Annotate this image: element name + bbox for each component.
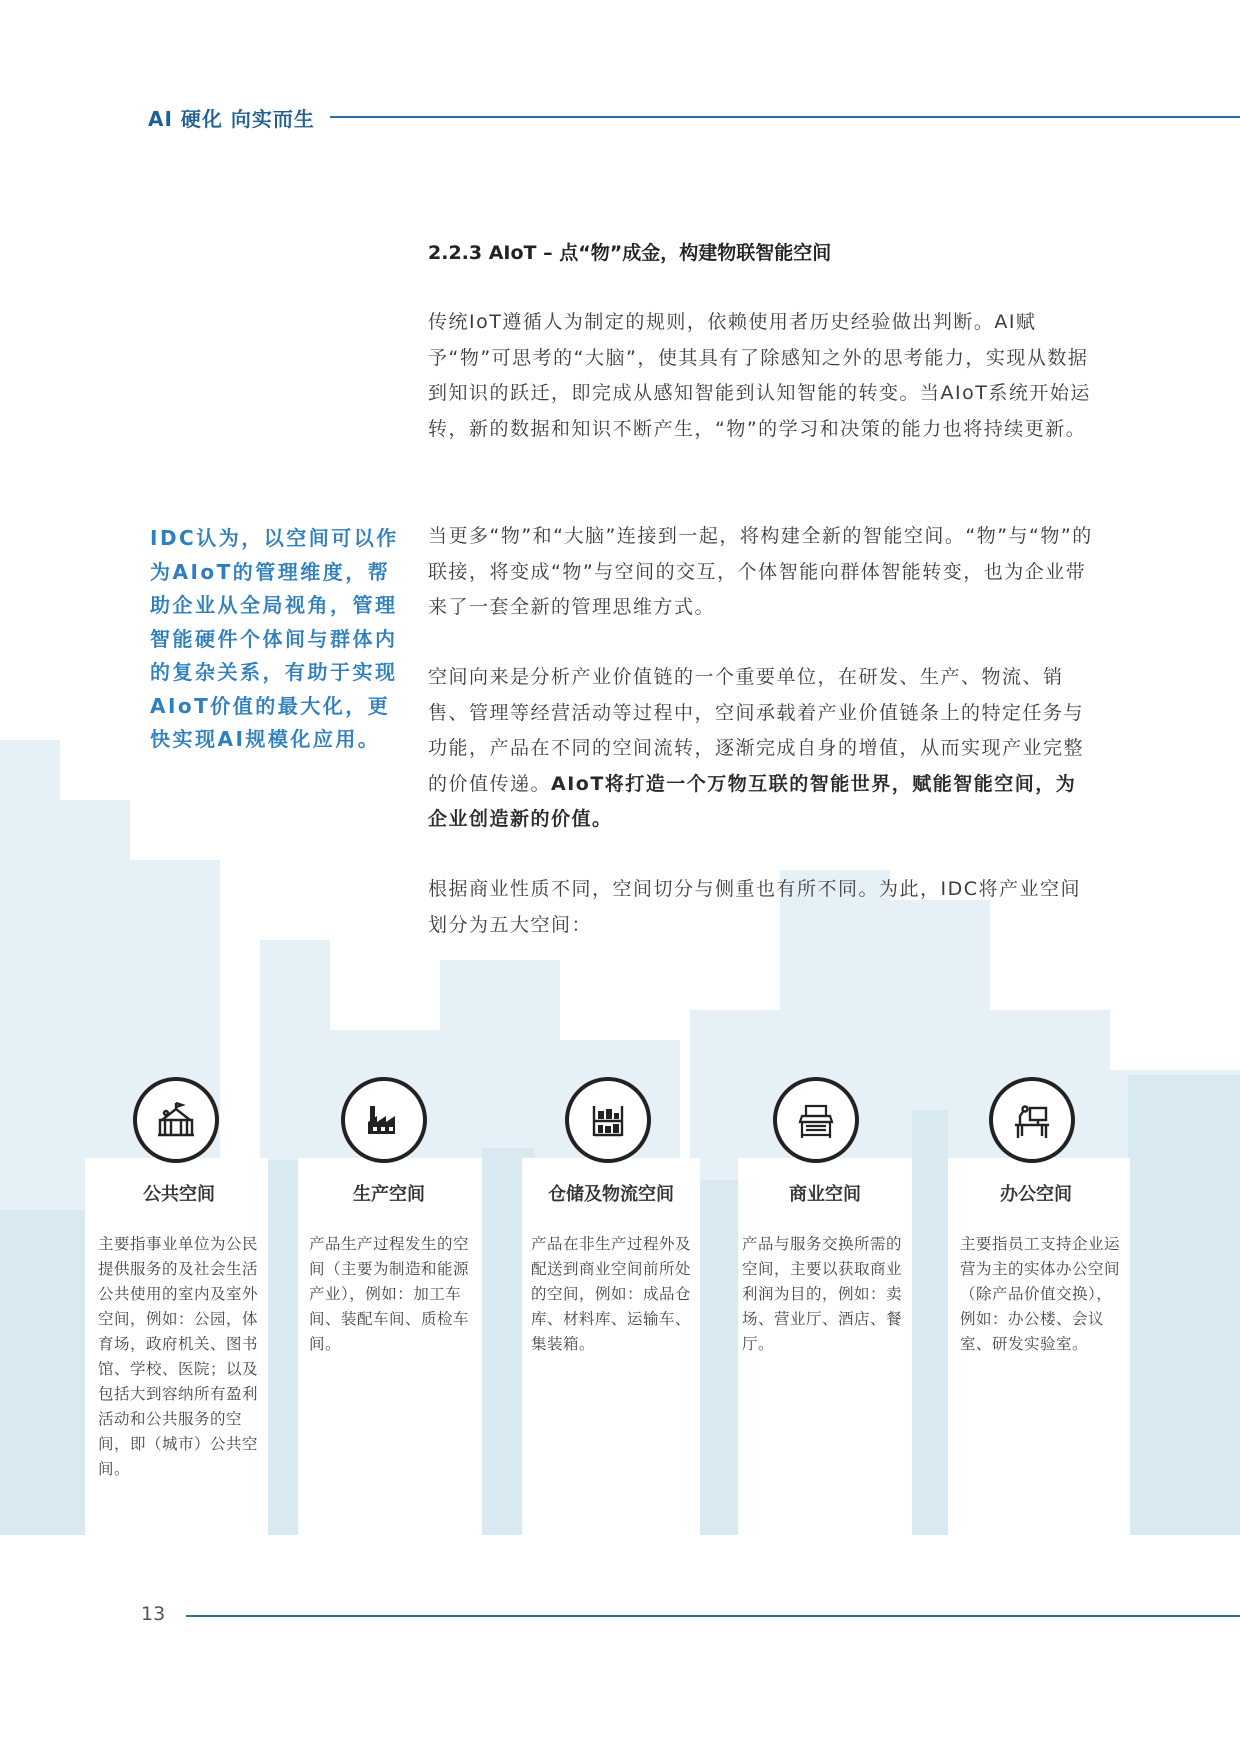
body-paragraph-4: 根据商业性质不同，空间切分与侧重也有所不同。为此，IDC将产业空间划分为五大空间： (428, 878, 1082, 936)
space-title-public: 公共空间 (143, 1184, 215, 1205)
footer-rule (186, 1615, 1240, 1617)
body-paragraph-2: 当更多“物”和“大脑”连接到一起，将构建全新的智能空间。“物”与“物”的联接，将变成“物”与空间的交互，个体智能向群体智能转变，也为企业带来了一套全新的管理思维方式。 (428, 525, 1093, 618)
body-paragraph-3 (428, 660, 1093, 838)
page-number: 13 (141, 1603, 166, 1625)
space-title-commercial: 商业空间 (789, 1184, 861, 1205)
office-desk-icon (988, 1076, 1076, 1164)
running-header-title: AI 硬化 向实而生 (148, 107, 315, 131)
body-paragraph-1: 传统IoT遵循人为制定的规则，依赖使用者历史经验做出判断。AI赋予“物”可思考的“大脑”，使其具有了除感知之外的思考能力，实现从数据到知识的跃迁，即完成从感知智能到认知智能的转变。当AIoT系统开始运转，新的数据和知识不断产生，“物”的学习和决策的能力也将持续更新。 (428, 311, 1091, 440)
space-desc-public: 主要指事业单位为公民提供服务的及社会生活公共使用的室内及室外空间，例如：公园，体育场，政府机关、图书馆、学校、医院；以及包括大到容纳所有盈利活动和公共服务的空间，即（城市）公共空间。 (98, 1235, 259, 1478)
warehouse-shelf-icon (564, 1076, 652, 1164)
space-title-office: 办公空间 (1000, 1184, 1072, 1205)
space-desc-commercial: 产品与服务交换所需的空间，主要以获取商业利润为目的，例如：卖场、营业厅、酒店、餐厅。 (742, 1235, 903, 1353)
header-rule (330, 116, 1240, 118)
sidebar-pull-quote: IDC认为，以空间可以作为AIoT的管理维度，帮助企业从全局视角，管理智能硬件个体间与群体内的复杂关系，有助于实现AIoT价值的最大化，更快实现AI规模化应用。 (150, 526, 399, 751)
space-title-production: 生产空间 (353, 1184, 425, 1205)
body-paragraph-3-emphasis: AIoT将打造一个万物互联的智能世界，赋能智能空间，为企业创造新的价值。 (428, 772, 1077, 830)
space-desc-warehouse: 产品在非生产过程外及配送到商业空间前所处的空间，例如：成品仓库、材料库、运输车、集装箱。 (531, 1235, 692, 1353)
factory-icon (340, 1076, 428, 1164)
public-building-icon (132, 1076, 220, 1164)
space-title-warehouse: 仓储及物流空间 (548, 1184, 674, 1205)
space-desc-production: 产品生产过程发生的空间（主要为制造和能源产业），例如：加工车间、装配车间、质检车间。 (309, 1235, 470, 1353)
body-paragraph-3-text: 空间向来是分析产业价值链的一个重要单位，在研发、生产、物流、销售、管理等经营活动等过程中，空间承载着产业价值链条上的特定任务与功能，产品在不同的空间流转，逐渐完成自身的增值，从而实现产业完整的价值传递。 (428, 666, 1085, 795)
section-heading: 2.2.3 AIoT – 点“物”成金，构建物联智能空间 (428, 242, 832, 264)
store-counter-icon (772, 1076, 860, 1164)
space-desc-office: 主要指员工支持企业运营为主的实体办公空间（除产品价值交换），例如：办公楼、会议室、研发实验室。 (960, 1235, 1121, 1353)
